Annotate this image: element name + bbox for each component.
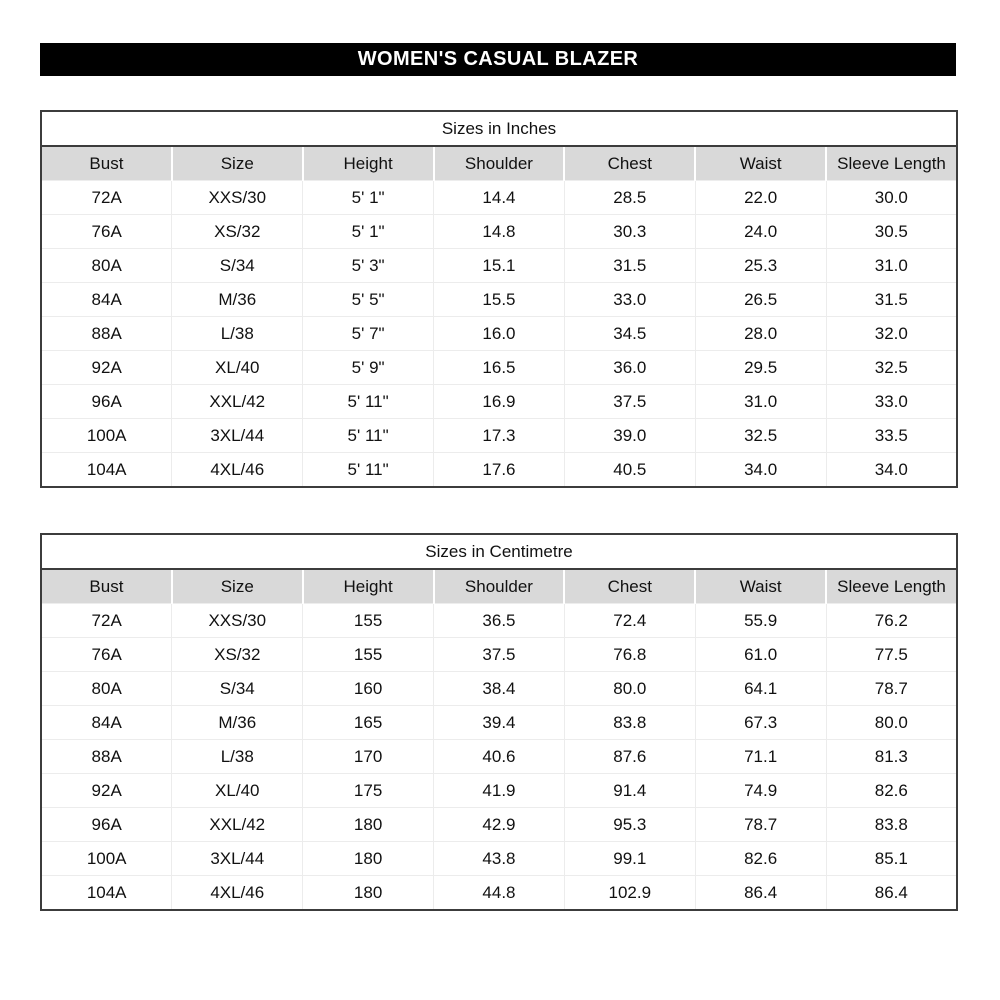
table-cell: 42.9 [434, 808, 565, 842]
table-cell: 30.3 [564, 215, 695, 249]
table-cell: 88A [41, 740, 172, 774]
table-body [41, 604, 957, 911]
table-row [41, 774, 957, 808]
table-cell: 14.4 [434, 181, 565, 215]
table-cell: 80.0 [826, 706, 957, 740]
column-header: Height [303, 146, 434, 181]
table-cell: 5' 9" [303, 351, 434, 385]
column-header: Height [303, 569, 434, 604]
table-title-row [41, 534, 957, 569]
column-header: Sleeve Length [826, 569, 957, 604]
table-row [41, 283, 957, 317]
table-cell: 16.5 [434, 351, 565, 385]
table-cell: 64.1 [695, 672, 826, 706]
table-row [41, 453, 957, 488]
table-cell: 29.5 [695, 351, 826, 385]
table-cell: XXS/30 [172, 181, 303, 215]
table-row [41, 842, 957, 876]
column-header: Sleeve Length [826, 146, 957, 181]
table-row [41, 385, 957, 419]
table-cell: 24.0 [695, 215, 826, 249]
table-cell: XL/40 [172, 351, 303, 385]
table-cell: 31.0 [695, 385, 826, 419]
table-cell: 33.5 [826, 419, 957, 453]
table-cell: 32.5 [826, 351, 957, 385]
table-cell: 14.8 [434, 215, 565, 249]
table-cell: 76A [41, 215, 172, 249]
column-header: Size [172, 569, 303, 604]
table-cell: 80A [41, 672, 172, 706]
column-header: Waist [695, 569, 826, 604]
table-cell: 155 [303, 604, 434, 638]
table-cell: XL/40 [172, 774, 303, 808]
table-cell: 37.5 [434, 638, 565, 672]
table-cell: 34.0 [695, 453, 826, 488]
table-cell: 92A [41, 351, 172, 385]
table-cell: XS/32 [172, 638, 303, 672]
column-header: Chest [564, 146, 695, 181]
table-cell: 76.2 [826, 604, 957, 638]
table-row [41, 808, 957, 842]
table-row [41, 181, 957, 215]
table-cell: 5' 3" [303, 249, 434, 283]
table-cell: 30.0 [826, 181, 957, 215]
table-cell: 30.5 [826, 215, 957, 249]
table-cell: 71.1 [695, 740, 826, 774]
column-header: Chest [564, 569, 695, 604]
table-cell: 15.1 [434, 249, 565, 283]
column-header: Shoulder [434, 569, 565, 604]
table-cell: 72.4 [564, 604, 695, 638]
table-cell: 87.6 [564, 740, 695, 774]
table-cell: 5' 5" [303, 283, 434, 317]
table-cell: 38.4 [434, 672, 565, 706]
table-cell: 92A [41, 774, 172, 808]
table-cell: 25.3 [695, 249, 826, 283]
table-cell: 180 [303, 808, 434, 842]
table-cell: XXS/30 [172, 604, 303, 638]
table-cell: M/36 [172, 706, 303, 740]
table-title: Sizes in Centimetre [41, 534, 957, 569]
table-cell: XXL/42 [172, 385, 303, 419]
product-title: WOMEN'S CASUAL BLAZER [357, 48, 639, 70]
table-cell: 102.9 [564, 876, 695, 911]
table-cell: 74.9 [695, 774, 826, 808]
table-cell: 15.5 [434, 283, 565, 317]
table-row [41, 672, 957, 706]
size-table-inches [40, 110, 958, 488]
table-row [41, 876, 957, 911]
table-cell: 44.8 [434, 876, 565, 911]
table-cell: 175 [303, 774, 434, 808]
column-header: Shoulder [434, 146, 565, 181]
table-row [41, 351, 957, 385]
table-title: Sizes in Inches [41, 111, 957, 146]
table-cell: 82.6 [695, 842, 826, 876]
table-cell: 180 [303, 876, 434, 911]
table-cell: 16.9 [434, 385, 565, 419]
table-cell: 39.4 [434, 706, 565, 740]
table-row [41, 317, 957, 351]
table-cell: 3XL/44 [172, 419, 303, 453]
column-header: Bust [41, 146, 172, 181]
table-cell: 26.5 [695, 283, 826, 317]
table-cell: 40.5 [564, 453, 695, 488]
table-cell: 34.0 [826, 453, 957, 488]
table-cell: 32.0 [826, 317, 957, 351]
table-cell: 180 [303, 842, 434, 876]
table-cell: 78.7 [826, 672, 957, 706]
table-cell: 86.4 [695, 876, 826, 911]
table-cell: 5' 11" [303, 385, 434, 419]
table-cell: 155 [303, 638, 434, 672]
table-cell: 17.3 [434, 419, 565, 453]
table-row [41, 638, 957, 672]
table-cell: 31.0 [826, 249, 957, 283]
table-cell: 85.1 [826, 842, 957, 876]
table-cell: 160 [303, 672, 434, 706]
table-cell: 31.5 [564, 249, 695, 283]
table-cell: 96A [41, 385, 172, 419]
table-cell: 17.6 [434, 453, 565, 488]
table-cell: XS/32 [172, 215, 303, 249]
table-cell: 55.9 [695, 604, 826, 638]
table-cell: 104A [41, 876, 172, 911]
table-cell: S/34 [172, 249, 303, 283]
table-cell: 91.4 [564, 774, 695, 808]
table-cell: 33.0 [826, 385, 957, 419]
table-cell: 83.8 [564, 706, 695, 740]
table-cell: 104A [41, 453, 172, 488]
column-header: Waist [695, 146, 826, 181]
table-cell: 76A [41, 638, 172, 672]
table-cell: L/38 [172, 740, 303, 774]
table-cell: 41.9 [434, 774, 565, 808]
table-cell: 84A [41, 706, 172, 740]
table-cell: 16.0 [434, 317, 565, 351]
table-cell: 22.0 [695, 181, 826, 215]
table-cell: 165 [303, 706, 434, 740]
table-cell: 80.0 [564, 672, 695, 706]
table-cell: 95.3 [564, 808, 695, 842]
table-cell: 4XL/46 [172, 453, 303, 488]
table-cell: 82.6 [826, 774, 957, 808]
table-cell: XXL/42 [172, 808, 303, 842]
table-cell: 61.0 [695, 638, 826, 672]
table-cell: 76.8 [564, 638, 695, 672]
table-cell: 67.3 [695, 706, 826, 740]
table-cell: 84A [41, 283, 172, 317]
table-cell: 170 [303, 740, 434, 774]
table-cell: 40.6 [434, 740, 565, 774]
table-cell: 86.4 [826, 876, 957, 911]
product-title-banner [40, 43, 956, 76]
table-row [41, 604, 957, 638]
table-cell: 100A [41, 842, 172, 876]
table-row [41, 740, 957, 774]
table-row [41, 706, 957, 740]
size-table-centimetre [40, 533, 958, 911]
table-cell: 28.5 [564, 181, 695, 215]
table-cell: 28.0 [695, 317, 826, 351]
table-title-row [41, 111, 957, 146]
table-cell: 31.5 [826, 283, 957, 317]
table-cell: 33.0 [564, 283, 695, 317]
table-cell: 77.5 [826, 638, 957, 672]
table-cell: 32.5 [695, 419, 826, 453]
table-cell: 5' 11" [303, 419, 434, 453]
table-cell: 37.5 [564, 385, 695, 419]
table-cell: 5' 7" [303, 317, 434, 351]
column-header: Bust [41, 569, 172, 604]
table-cell: 4XL/46 [172, 876, 303, 911]
table-cell: 5' 11" [303, 453, 434, 488]
table-cell: M/36 [172, 283, 303, 317]
table-cell: L/38 [172, 317, 303, 351]
table-cell: 36.0 [564, 351, 695, 385]
table-cell: 5' 1" [303, 181, 434, 215]
table-cell: 34.5 [564, 317, 695, 351]
table-row [41, 249, 957, 283]
table-cell: 72A [41, 181, 172, 215]
table-cell: S/34 [172, 672, 303, 706]
table-cell: 5' 1" [303, 215, 434, 249]
table-row [41, 419, 957, 453]
table-cell: 36.5 [434, 604, 565, 638]
column-header-row [41, 569, 957, 604]
table-cell: 88A [41, 317, 172, 351]
table-cell: 3XL/44 [172, 842, 303, 876]
table-row [41, 215, 957, 249]
table-cell: 99.1 [564, 842, 695, 876]
table-cell: 96A [41, 808, 172, 842]
column-header-row [41, 146, 957, 181]
table-cell: 100A [41, 419, 172, 453]
table-cell: 83.8 [826, 808, 957, 842]
table-body [41, 181, 957, 488]
table-cell: 39.0 [564, 419, 695, 453]
table-cell: 78.7 [695, 808, 826, 842]
table-cell: 43.8 [434, 842, 565, 876]
table-cell: 81.3 [826, 740, 957, 774]
table-cell: 80A [41, 249, 172, 283]
table-cell: 72A [41, 604, 172, 638]
column-header: Size [172, 146, 303, 181]
